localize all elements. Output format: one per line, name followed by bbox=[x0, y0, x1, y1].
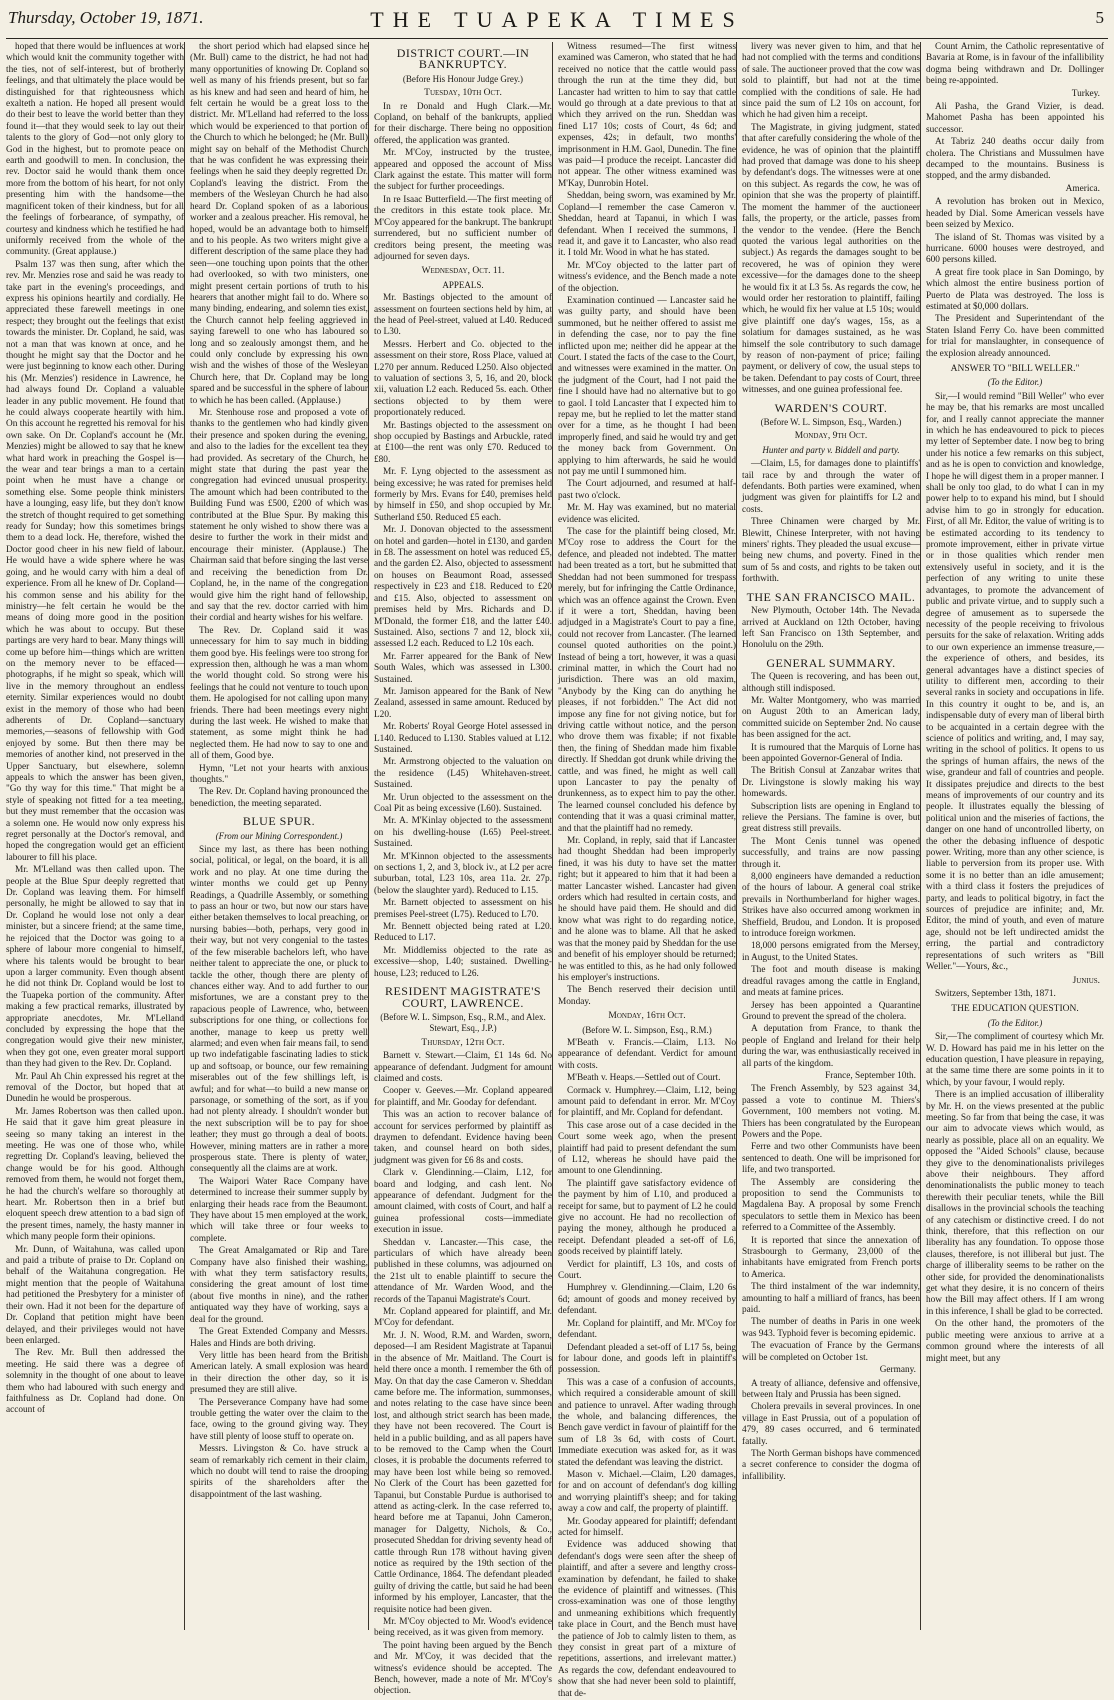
paragraph: Ali Pasha, the Grand Vizier, is dead. Mahomet Pasha has been appointed his successor. bbox=[926, 102, 1104, 135]
paragraph: The number of deaths in Paris in one week was 943. Typhoid fever is becoming epidemic. bbox=[742, 1317, 920, 1339]
paragraph: Witness resumed—The first witness examined was Cameron, who stated that he had received no notice that the cattle would pass through the run at the time they did, but Lancaster had written to him to say that cattle would go through at a date previous to that at which they arrived on the run. Sheddan was fined L17 10s; costs of Court, 4s 6d; and expenses, 42s; in default, two months' imprisonment in H.M. Gaol, Dunedin. The fine was paid—I produce the receipt. Lancaster did not appear. The other witness examined was M'Kay, Dunrobin Hotel. bbox=[558, 42, 736, 189]
court-bench-line: (Before W. L. Simpson, Esq., Warden.) bbox=[760, 417, 902, 427]
paragraph: New Plymouth, October 14th. The Nevada arrived at Auckland on 12th October, having left San Francisco on 13th September, and Honolulu on the 29th. bbox=[742, 606, 920, 651]
paragraph: Mr. F. Lyng objected to the assessment as being excessive; he was rated for premises held formerly by Mrs. Evans for £40, premises held by himself in £50, and shop occupied by Mr. Sutherland £50. Reduced £5 each. bbox=[374, 467, 552, 523]
paragraph: The President and Superintendant of the Staten Island Ferry Co. have been committed for trial for manslaughter, in consequence of the explosion already announced. bbox=[926, 314, 1104, 359]
paragraph: The French Assembly, by 523 against 34, passed a vote to continue M. Thiers's Government, 100 members not voting. M. Thiers has been congratulated by the European Powers and the Pope. bbox=[742, 1084, 920, 1140]
paragraph: M'Beath v. Heaps.—Settled out of Court. bbox=[567, 1073, 721, 1084]
paragraph: Sir,—I would remind "Bill Weller" who ever he may be, that his remarks are most uncalled for, and I really cannot appreciate the manner in which he has endeavoured to pick to pieces my letter of September date. I now beg to bring under his notice a few remarks on this subject, and as he is open to conviction and knowledge, I hope he will digest them in a proper manner. I shall be only too glad, to do what I can in my power help to to expand his mind, but I should advise him to go in strongly for education. First, of all Mr. Editor, the value of writing is to be estimated according to its tendency to promote improvement, either in private virtue or in those qualities which render men extensively useful in society, and it is the perfection of any writing to unite these advantages, to promote the advancement of public and private virtue, and to supply such a degree of amusement as to supersede the necessity of the people receiving to frivolous persuits for the sake of relaxation. Writing adds to our own experience an immense treasure,—the experience of others, and besides, its general advantages have a distinct species of utility to different men, according to their several ranks in society and occupations in life. In this country it ought to be, and is, an indispensable duty of every man of liberal birth to be acquainted in a certain degree with the science of politics and writing, and, I may say, writing in the school of politics. It opens to us the springs of human affairs, the news of the wise, grandeur and fall of countries and people. It dissipates prejudice and directs to the best means of improvements of our country and its people. It illustrates equally the blessing of political union and the miseries of factions, the danger on one hand of uncontrolled liberty, on the other the debasing influence of despotic power. Writing, more than any other science, is liable to perversion from its proper use. With some it is no better than an idle amusement; with a third class it fosters the prejudices of party, and leads to political bigotry, in fact the sources of prejudice are infinite; and, Mr. Editor, the mind of youth, and even of mature age, should not be left undirected amidst the erring, the partial and contradictory representations of such writers as "Bill Weller."—Yours, &c., bbox=[926, 391, 1104, 973]
paragraph: The Perseverance Company have had some trouble getting the water over the claim to the face, owing to the ground giving way. They have still plenty of loose stuff to operate on. bbox=[190, 1397, 368, 1442]
italic-byline: Hunter and party v. Biddell and party. bbox=[762, 444, 900, 455]
paragraph: Mr. Copland appeared for plaintiff, and Mr. M'Coy for defendant. bbox=[374, 1307, 552, 1329]
court-bench-line: APPEALS. bbox=[442, 279, 484, 290]
paragraph: In re Donald and Hugh Clark.—Mr. Copland, on behalf of the bankrupts, applied for their discharge. There being no opposition offered, the application was granted. bbox=[374, 101, 552, 146]
paragraph: —Claim, L5, for damages done to plaintiffs' tail race by and through the water of defendants. Both parties were examined, when judgment was given for plaintiffs for L2 and costs. bbox=[742, 459, 920, 515]
paragraph: Since my last, as there has been nothing social, political, or legal, on the board, it is all work and no play. At one time during the winter months we could get up Penny Readings, a Quadrille Assembly, or something to pass an hour or two, but now our stars have either betaken themselves to local preaching, or nursing babies—both, perhaps, very good in their way, but not very congenial to the tastes of the few miserable bachelors left, who have neither talent to appreciate the one, or pluck to tackle the other, though there are plenty of chances either way. And to add further to our misfortunes, we are a constant prey to the rapacious people of Lawrence, who, between subscriptions for one thing, or collections for another, manage to keep us pretty well alarmed; and even when fair means fail, to send up two indefatigable fascinating ladies to stick up and softsoap, or bounce, our few remaining miserables out of the few shillings left, is awful; and for what—to build a new manse or parsonage, or something of the sort, as if you had not plenty already. I shouldn't wonder but the next subscription will be to pay for shoe leather; they must go through a deal of boots. However, mining matters are in rather a more prosperous state. There is plenty of water, consequently all the claims are at work. bbox=[190, 845, 368, 1175]
paragraph: A great fire took place in San Domingo, by which almost the entire business portion of Puerto de Plata was destroyed. The loss is estimated at $0,000 dollars. bbox=[926, 267, 1104, 312]
italic-byline: (From our Mining Correspondent.) bbox=[215, 830, 343, 841]
section-heading: BLUE SPUR. bbox=[242, 814, 316, 829]
paragraph: The Assembly are considering the proposition to send the Communists to Magdalena Bay. A proposal by some French speculators to settle them in Mexico has been referred to a Committee of the Assembly. bbox=[742, 1177, 920, 1234]
paragraph: Mr. James Robertson was then called upon. He said that it gave him great pleasure in seeing so many taking an interest in the meeting. He was one of those who, while regretting Dr. Copland's leaving, believed the change would be for his good. Although removed from them, he would not forget them, he had the church's welfare so thoroughly at heart. Mr. Robertson then in a brief but eloquent speech drew attention to a bad sign of the present times, namely, the hasty manner in which many people form their opinions. bbox=[6, 1106, 184, 1243]
paragraph: The Mont Cenis tunnel was opened successfully, and trains are now passing through it. bbox=[742, 836, 920, 870]
paragraph: The Magistrate, in giving judgment, stated that after carefully considering the whole of the evidence, he was of opinion that the plaintiff had proved that damage was done to his sheep by defendant's dogs. The witnesses were at one on this subject. As regards the cow, he was of opinion that she was the property of plaintiff. The moment the hammer of the auctioneer falls, the property, or the article, passes from the vendor to the vendee. (Here the Bench quoted the various legal authorities on the subject.) As regards the damages sought to be recovered, he was of opinion they were excessive—for the damages done to the sheep he would fix it at L3 5s. As regards the cow, he would order her restoration to plaintiff, failing which, he would fix her value at L5 10s; would give plaintiff one day's wages, 15s, as a solatium for damages sustained, as he was himself the sole contributory to such damage by reason of non-payment of price; failing payment, or delivery of cow, the usual steps to be taken. Defendant to pay costs of Court, three witnesses, and one guinea professional fee. bbox=[742, 122, 920, 396]
paragraph: Mr. Gooday appeared for plaintiff; defendant acted for himself. bbox=[558, 1516, 736, 1538]
paragraph: Mr. Bennett objected being rated at L20. Reduced to L17. bbox=[374, 922, 552, 944]
paragraph: Messrs. Livingston & Co. have struck a seam of remarkably rich cement in their claim, which no doubt will tend to raise the drooping spirits of the shareholders after the disappointment of the last washing. bbox=[190, 1444, 368, 1500]
paragraph: Sir,—The compliment of courtesy which Mr. W. D. Howard has paid me in his letter on the education question, I have pleasure in repaying, at the same time there are some points in it to which, by your favour, I would reply. bbox=[926, 1032, 1104, 1088]
paragraph: Hymn, "Let not your hearts with anxious thoughts." bbox=[190, 763, 368, 785]
paragraph: A treaty of alliance, defensive and offensive, between Italy and Prussia has been signed. bbox=[742, 1378, 920, 1400]
paragraph: The Bench reserved their decision until Monday. bbox=[558, 985, 736, 1007]
paragraph: Mr. Copland, in reply, said that if Lancaster had thought Sheddan had been improperly fined, it was his duty to have set the matter right; but it appeared to him that it had been a matter Lancaster wished. Lancaster had given orders which had resulted in certain costs, and he should have paid them. He should and did know what was right to do regarding notice, and he alone was to blame. All that he asked was that the money paid by Sheddan for the use and benefit of his employer should be returned; he was entitled to this, as he had only followed his employer's instructions. bbox=[558, 836, 736, 983]
page-number: 5 bbox=[1095, 8, 1104, 27]
paragraph: Mr. M'Coy objected to the latter part of witness's evidence, and the Bench made a note of the objection. bbox=[558, 260, 736, 294]
italic-byline: (To the Editor.) bbox=[987, 1017, 1043, 1028]
newspaper-title: THE TUAPEKA TIMES bbox=[370, 7, 744, 32]
paragraph: The third instalment of the war indemnity, amounting to half a milliard of francs, has been paid. bbox=[742, 1282, 920, 1316]
paragraph: Mr. M'Coy objected to Mr. Wood's evidence being received, as it was given from memory. bbox=[374, 1617, 552, 1639]
masthead bbox=[6, 0, 1108, 39]
paragraph: Mr. M'Kinnon objected to the assessments on sections 1, 2, and 3, block iv., at L2 per acre suburban, total, L23 10s, area 11a. 2r. 27p. (below the slaughter yard). Reduced to L15. bbox=[374, 851, 552, 896]
column-area bbox=[6, 42, 1108, 1699]
paragraph: This was an action to recover balance of account for services performed by plaintiff as draymen to defendant. Evidence having been taken, and counsel heard on both sides, judgment was given for £6 8s and costs. bbox=[374, 1110, 552, 1166]
paragraph: The Rev. Mr. Bull then addressed the meeting. He said there was a degree of solemnity in the thought of one about to leave them who had laboured with such energy and faithfulness as Dr. Copland had done. On account of bbox=[6, 1348, 184, 1416]
paragraph: The plaintiff gave satisfactory evidence of the payment by him of L10, and produced a receipt for same, but to payment of L2 he could give no account. He had no recollection of paying the money, although he produced a receipt. Defendant pleaded a set-off of L6, goods received by plaintiff lately. bbox=[558, 1178, 736, 1258]
paragraph: Count Arnim, the Catholic representative of Bavaria at Rome, is in favour of the infallibility dogma being withdrawn and Dr. Dollinger being re-appointed. bbox=[926, 42, 1104, 87]
paragraph: On the other hand, the promoters of the public meeting were anxious to arrive at a common ground where the interests of all might meet, but any bbox=[926, 1319, 1104, 1364]
paragraph: Very little has been heard from the British American lately. A small explosion was heard in their direction the other day, so it is presumed they are still alive. bbox=[190, 1350, 368, 1396]
column-5 bbox=[742, 42, 921, 1630]
column-1 bbox=[6, 42, 185, 1630]
section-heading: GENERAL SUMMARY. bbox=[766, 655, 896, 670]
paragraph: Barnett v. Stewart.—Claim, £1 14s 6d. No appearance of defendant. Judgment for amount claimed and costs. bbox=[374, 1051, 552, 1084]
paragraph: Defendant pleaded a set-off of L17 5s, being for labour done, and goods left in plaintiff's possession. bbox=[558, 1342, 736, 1376]
italic-byline: (To the Editor.) bbox=[987, 377, 1043, 388]
paragraph: Mr. A. M'Kinlay objected to the assessment on his dwelling-house (L65) Peel-street. Sustained. bbox=[374, 816, 552, 850]
paragraph: The Waipori Water Race Company have determined to increase their summer supply by enlarging their heads race from the Beaumont. They have about 15 men employed at the work, which will take three or four weeks to complete. bbox=[190, 1176, 368, 1244]
paragraph: Mr. Roberts' Royal George Hotel assessed in L140. Reduced to L130. Stables valued at L12. Sustained. bbox=[374, 722, 552, 755]
paragraph: Mr. Urun objected to the assessment on the Coal Pit as being excessive (L60). Sustained. bbox=[374, 792, 552, 814]
paragraph: There is an implied accusation of illiberality by Mr. H. on the views presented at the public meeting. So far from that being the case, it was our aim to advocate views which would, as nearly as possible, place all on an equality. We opposed the "Aided Schools" clause, because they give to the denominationalists privileges above their neighbours. They afford denominationalists the public money to teach therewith their peculiar tenets, while the Bill disallows in the provincial schools the teaching of any catechism or distinctive creed. I do not think, therefore, that this reflection on our liberality has any foundation. To oppose those clauses, therefore, is not illiberal but just. The charge of illiberality seems to be rather on the other side, for provided the denominationalists get what they desire, it is no concern of theirs how the Bill may affect others. If I am wrong in this inference, I shall be glad to be corrected. bbox=[926, 1090, 1104, 1317]
paragraph: A deputation from France, to thank the people of England and Ireland for their help during the war, was enthusiastically received in all parts of the kingdom. bbox=[742, 1024, 920, 1069]
paragraph: Mr. J. Donovan objected to the assessment on hotel and garden—hotel in £130, and garden in £8. The assessment on hotel was reduced £5, and the garden £2. Also, objected to assessment on houses on Beaumont Road, assessed respectively in £23 and £18. Reduced to £20 and £15. Also, objected to assessment on premises held by Mrs. Richards and D. M'Donald, the former £18, and the latter £40. Sustained. Also, sections 7 and 12, block xii, assessed L2 each. Reduced to L2 10s each. bbox=[374, 525, 552, 650]
letter-heading: THE EDUCATION QUESTION. bbox=[951, 1004, 1079, 1015]
paragraph: The case for the plaintiff being closed, Mr. M'Coy rose to address the Court for the defence, and pleaded not indebted. The matter had been treated as a tort, but he submitted that Sheddan had not been summoned for trespass merely, but for infringing the Cattle Ordinance, which was an offence against the Crown. Even if it were a tort, Sheddan, having been adjudged in a Magistrate's Court to pay a fine, could not recover from Lancaster. (The learned counsel quoted authorities on the point.) Instead of being a tort, however, it was a quasi criminal matter, in which the Court had no jurisdiction. There was an old maxim, "Anybody by the King can do anything he pleases, if not forbidden." The Act did not impose any fine for not giving notice, but for driving cattle without notice, and the person who drove them was fixable; if not fixable then, the fining of Sheddan made him fixable directly. If Sheddan got drunk while driving the cattle, and was fined, he might as well call upon Lancaster to pay the penalty of drunkenness, as to expect him to pay the other. The learned counsel concluded his defence by contending that it was a quasi criminal matter, and that the plaintiff had no remedy. bbox=[558, 527, 736, 834]
paragraph: Three Chinamen were charged by Mr. Blewitt, Chinese Interpreter, with not having miners' rights. They pleaded the usual excuse—being new chums, and poverty. Fined in the sum of 5s and costs, and rights to be taken out forthwith. bbox=[742, 517, 920, 585]
dateline: Monday, 9th Oct. bbox=[794, 431, 868, 442]
paragraph: Mr. Bastings objected to the amount of assessment on fourteen sections held by him, at the head of Peel-street, valued at L40. Reduced to L30. bbox=[374, 293, 552, 338]
paragraph: Switzers, September 13th, 1871. bbox=[935, 988, 1056, 999]
paragraph: Mr. Barnett objected to assessment on his premises Peel-street (L75). Reduced to L70. bbox=[374, 898, 552, 920]
paragraph: 18,000 persons emigrated from the Mersey, in August, to the United States. bbox=[742, 941, 920, 963]
paragraph: The evacuation of France by the Germans will be completed on October 1st. bbox=[742, 1341, 920, 1363]
dateline-right: Turkey. bbox=[1071, 88, 1100, 99]
paragraph: Mr. Bastings objected to the assessment on shop occupied by Bastings and Arbuckle, rated at £100—the rent was only £70. Reduced to £80. bbox=[374, 420, 552, 465]
section-heading: THE SAN FRANCISCO MAIL. bbox=[746, 589, 916, 604]
paragraph: The British Consul at Zanzabar writes that Dr. Livingstone is slowly making his way homewards. bbox=[742, 766, 920, 800]
paragraph: Evidence was adduced showing that defendant's dogs were seen after the sheep of plaintiff, and after a severe and lengthy cross-examination by defendant, he failed to shake the evidence of plaintiff and witnesses. (This cross-examination was one of those lengthy and unmeaning exhibitions which frequently take place in Court, and the Bench must have the patience of Job to calmly listen to them, as they consist in great part of a mixture of repetitions, assertions, and irrelevant matter.) As regards the cow, defendant endeavoured to show that she had never been sold to plaintiff, that de- bbox=[558, 1540, 736, 1699]
paragraph: Mr. Farrer appeared for the Bank of New South Wales, which was assessed in L300. Sustained. bbox=[374, 651, 552, 685]
paragraph: This case arose out of a case decided in the Court some week ago, when the present plaintiff had paid to present defendant the sum of L12, whereas he should have paid the amount to one Glendinning. bbox=[558, 1120, 736, 1177]
paragraph: The Great Extended Company and Messrs. Hales and Hinds are both driving. bbox=[190, 1327, 368, 1349]
letter-heading: ANSWER TO "BILL WELLER." bbox=[950, 363, 1080, 374]
paragraph: Mr. Dunn, of Waitahuna, was called upon and paid a tribute of praise to Dr. Copland on behalf of the Waitahuna congregation. He might mention that the people of Waitahuna had petitioned the Presbytery for a minister of their own. Had it not been for the departure of Dr. Copland that petition might have been delayed, and their privileges would not have been enlarged. bbox=[6, 1244, 184, 1346]
section-heading: DISTRICT COURT.—IN BANKRUPTCY. bbox=[396, 46, 530, 72]
dateline: Wednesday, Oct. 11. bbox=[421, 266, 505, 277]
issue-date: Thursday, October 19, 1871. bbox=[8, 8, 204, 27]
dateline: Thursday, 12th Oct. bbox=[421, 1037, 505, 1048]
paragraph: Cormack v. Humphrey.—Claim, L12, being amount paid to defendant in error. Mr. M'Coy for plaintiff, and Mr. Copland for defendant. bbox=[558, 1085, 736, 1119]
paragraph: The island of St. Thomas was visited by a hurricane. 6000 houses were destroyed, and 600 persons killed. bbox=[926, 232, 1104, 266]
paragraph: The Great Amalgamated or Rip and Tare Company have also finished their washing, with what they term satisfactory results, considering the great amount of lost time (about five months in nine), and the rather antiquated way they have of working, says a deal for the ground. bbox=[190, 1246, 368, 1325]
column-3 bbox=[374, 42, 553, 1697]
paragraph: It is rumoured that the Marquis of Lorne has been appointed Governor-General of India. bbox=[742, 742, 920, 764]
paragraph: M'Beath v. Francis.—Claim, L13. No appearance of defendant. Verdict for amount with costs. bbox=[558, 1037, 736, 1071]
paragraph: Clark v. Glendinning.—Claim, L12, for board and lodging, and cash lent. No appearance of defendant. Judgment for the amount claimed, with costs of Court, and half a guinea professional costs—immediate execution in issue. bbox=[374, 1168, 552, 1236]
court-bench-line: (Before His Honour Judge Grey.) bbox=[402, 73, 524, 84]
paragraph: In re Isaac Butterfield.—The first meeting of the creditors in this estate took place. Mr. M'Coy appeared for the bankrupt. The bankrupt surrendered, but no sufficient number of creditors being present, the meeting was adjourned for seven days. bbox=[374, 194, 552, 262]
paragraph: Mr. Copland for plaintiff, and Mr. M'Coy for defendant. bbox=[558, 1318, 736, 1341]
paragraph: Subscription lists are opening in England to relieve the Persians. The famine is over, but great distress still prevails. bbox=[742, 801, 920, 835]
paragraph: Sheddan, being sworn, was examined by Mr. Copland—I remember the case Cameron v. Sheddan, heard at Tapanui, in which I was defendant. When I received the summons, I read it, and gave it to Lancaster, who also read it. I told Mr. Wood in what he has stated. bbox=[558, 191, 736, 259]
dateline-right: France, September 10th. bbox=[825, 1070, 916, 1081]
paragraph: the short period which had elapsed since he (Mr. Bull) came to the district, he had not had many opportunities of knowing Dr. Copland so well as many of his friends present, but so far as his knew and had seen and heard of him, he felt certain he would be a great loss to the district. Mr. M'Lelland had referred to the loss which would be experienced to that portion of the Church to which he belonged; he (Mr. Bull) might say on behalf of the Methodist Church that he was confident he was expressing their feelings when he said they deeply regretted Dr. Copland's leaving the district. From the members of the Wesleyan Church he had also heard Dr. Copland spoken of as a laborious worker and a zealous preacher. His removal, he hoped, would be an advantage both to himself and to his people. As two writers might give a different description of the same place they had seen—one touching upon points that the other had overlooked, so with two ministers, one might present certain portions of truth to his hearers that another might fail to do. Where so many binding, endearing, and solemn ties exist, the Church cannot help feeling aggrieved in saying farewell to one who has laboured so long and so zealously amongst them, and he could only conclude by expressing his own wish and the wishes of those of the Wesleyan Church here, that Dr. Copland may be long spared and be successful in the sphere of labour to which he has been called. (Applause.) bbox=[190, 42, 368, 406]
paragraph: The Queen is recovering, and has been out, although still indisposed. bbox=[742, 672, 920, 694]
signature: Junius. bbox=[1072, 975, 1100, 986]
dateline: Tuesday, 10th Oct. bbox=[424, 88, 502, 99]
paragraph: Mr. M. Hay was examined, but no material evidence was elicited. bbox=[558, 503, 736, 525]
paragraph: Messrs. Herbert and Co. objected to the assessment on their store, Ross Place, valued at L270 per annum. Reduced L250. Also objected to valuation of sections 3, 5, 16, and 20, block xii, valuation L2 each. Reduced 5s. each. Other sections objected to by them were proportionately reduced. bbox=[374, 339, 552, 419]
paragraph: Mason v. Michael.—Claim, L20 damages, for and on account of defendant's dog killing and worrying plaintiff's sheep; and for taking away a cow and calf, the property of plaintiff. bbox=[558, 1469, 736, 1515]
paragraph: It is reported that since the annexation of Strasbourgh to Germany, 23,000 of the inhabitants have emigrated from French ports to America. bbox=[742, 1235, 920, 1280]
paragraph: Psalm 137 was then sung, after which the rev. Mr. Menzies rose and said he was ready to take part in the evening's proceedings, and express his opinions heartily and cordially. He appreciated these farewell meetings in one respect; they brought out the feelings that exist towards the minister. Dr. Copland, he said, was not a man that was known at once, and he thought he might say that the Doctor and he were just beginning to know each other. During his (Mr. Menzies') residence in Lawrence, he had always found Dr. Copland a valuable leader in any public movement. He found that he could always cooperate heartily with him. On this account he regretted his removal for his own sake. On Dr. Copland's account he (Mr. Menzies) might be allowed to say that he knew what hard work in preaching the Gospel is—the wear and tear brings a man to a certain point when he must have a change or something else. Some people think ministers have a lounging, easy life, but they don't know the stretch of thought required to get something ready for Sunday; how this sometimes brings them to a dead lock. He, therefore, wished the Doctor good cheer in his new field of labour. He would have a wide sphere where he was going, and he would carry with him a deal of experience. From all he knew of Dr. Copland—his common sense and his ability for the ministry—he felt certain he would be the means of doing more good in the position which he was about to occupy. But these partings are very hard to bear. Many things will come up before him—things which are written on the memory never to be effaced—photographs, if he might so speak, which will live in the memory throughout an endless eternity. Similar experiences would no doubt exist in the memory of those who had been adherents of Dr. Copland—sanctuary memories,—seasons of fellowship with God enjoyed by some. But then there may be memories of another kind, not preserved in the Upper Sanctuary, but elsewhere, solemn appeals to which the answer has been given, "Go thy way for this time." That might be a style of speaking not fitted for a tea meeting, but they must remember that the occasion was a solemn one. He would now only express his regret personally at the Doctor's removal, and hoped the congregation would get an efficient labourer to fill his place. bbox=[6, 259, 184, 863]
paragraph: Mr. Walter Montgomery, who was married on August 20th to an American lady, committed suicide on September 2nd. No cause has been assigned for the act. bbox=[742, 695, 920, 741]
paragraph: A revolution has broken out in Mexico, headed by Dial. Some American vessels have been seized by Mexico. bbox=[926, 197, 1104, 231]
paragraph: 8,000 engineers have demanded a reduction of the hours of labour. A general coal strike prevails in Northumberland for higher wages. Strikes have also occurred among workmen in Sheffield, Brudou, and London. It is proposed to introduce foreign workmen. bbox=[742, 872, 920, 940]
paragraph: Sheddan v. Lancaster.—This case, the particulars of which have already been published in these columns, was adjourned on the 21st ult to enable plaintiff to secure the attendance of Mr. Warden Wood, and the records of the Tapanui Magistrate's Court. bbox=[374, 1237, 552, 1305]
paragraph: The Court adjourned, and resumed at half-past two o'clock. bbox=[558, 479, 736, 501]
paragraph: Mr. Armstrong objected to the valuation on the residence (L45) Whitehaven-street. Sustained. bbox=[374, 757, 552, 791]
paragraph: Mr. Middlemiss objected to the rate as excessive—shop, L40; sustained. Dwelling-house, L23; reduced to L26. bbox=[374, 945, 552, 979]
paragraph: Cooper v. Geeves.—Mr. Copland appeared for plaintiff, and Mr. Gooday for defendant. bbox=[374, 1086, 552, 1108]
paragraph: Mr. Paul Ah Chin expressed his regret at the removal of the Doctor, but hoped that at Dunedin he would be prosperous. bbox=[6, 1071, 184, 1105]
paragraph: Mr. J. N. Wood, R.M. and Warden, sworn, deposed—I am Resident Magistrate at Tapanui in the absence of Mr. Maitland. The Court is held there once a month. I remember the 6th of May. On that day the case Cameron v. Sheddan came before me. The information, summonses, and notes relating to the case have since been lost, and although strict search has been made, they have not been recovered. The Court is held in a public building, and as all papers have to be removed to the Camp when the Court closes, it is probable the documents referred to may have been lost while being so removed. No Clerk of the Court has been gazetted for Tapanui, but Constable Purdue is authorised to attend as acting-clerk. In the case referred to, heard before me at Tapanui, John Cameron, manager for Dalgetty, Nichols, & Co., prosecuted Sheddan for driving seventy head of cattle through Run 178 without having given notice as required by the 19th section of the Cattle Ordinance, 1864. The defendant pleaded guilty of driving the cattle, but said he had been informed by his employer, Lancaster, that the requisite notice had been given. bbox=[374, 1330, 552, 1615]
paragraph: Mr. Stenhouse rose and proposed a vote of thanks to the gentlemen who had kindly given their presence and spoken during the evening, and also to the ladies for the excellent tea they had provided. As secretary of the Church, he might state that during the past year the congregation had evinced unusual prosperity. The amount which had been contributed to the Building Fund was £500, £200 of which was contributed at the Blue Spur. By making this statement he only wished to show there was a desire to further the work in their midst and encourage their minister. (Applause.) The Chairman said that before singing the last verse and receiving the benediction from Dr. Copland, he, in the name of the congregation would give him the right hand of fellowship, and say that the rev. doctor carried with him their cordial and hearty wishes for his welfare. bbox=[190, 408, 368, 624]
paragraph: Humphrey v. Glendinning.—Claim, L20 6s 6d; amount of goods and money received by defendant. bbox=[558, 1283, 736, 1317]
paragraph: Ferre and two other Communists have been sentenced to death. One will be imprisoned for life, and two transported. bbox=[742, 1142, 920, 1176]
dateline: Monday, 16th Oct. bbox=[608, 1011, 686, 1022]
dateline-right: America. bbox=[1065, 183, 1100, 194]
dateline-right: Germany. bbox=[879, 1365, 916, 1376]
column-6 bbox=[926, 42, 1104, 1630]
paragraph: This was a case of a confusion of accounts, which required a considerable amount of skill and patience to unravel. After wading through the whole, and balancing differences, the Bench gave verdict in favour of plaintiff for the sum of L8 3s 6d, with costs of Court. Immediate execution was asked for, as it was stated the defendant was leaving the district. bbox=[558, 1377, 736, 1468]
paragraph: The point having been argued by the Bench and Mr. M'Coy, it was decided that the witness's evidence should be accepted. The Bench, however, made a note of Mr. M'Coy's objection. bbox=[374, 1640, 552, 1697]
paragraph: Mr. Jamison appeared for the Bank of New Zealand, assessed in same amount. Reduced by L20. bbox=[374, 686, 552, 720]
column-4 bbox=[558, 42, 737, 1699]
paragraph: At Tabriz 240 deaths occur daily from cholera. The Christians and Mussulmen have decamped to the mountains. Business is stopped, and the army disbanded. bbox=[926, 137, 1104, 182]
paragraph: The Rev. Dr. Copland said it was unnecessary for him to say much in bidding them good bye. His feelings were too strong for expression then, although he was a man whom the world thought cold. So strong were his feelings that he could not venture to touch upon them. He apologised for not calling upon many friends. There had been meetings every night during the last week. He wished to make that statement, as some might think he had neglected them. He had now to say to one and all of them, Good bye. bbox=[190, 625, 368, 762]
column-2 bbox=[190, 42, 369, 1630]
paragraph: Verdict for plaintiff, L3 10s, and costs of Court. bbox=[558, 1259, 736, 1282]
court-bench-line: (Before W. L. Simpson, Esq., R.M.) bbox=[582, 1024, 712, 1035]
paragraph: Mr. M'Lelland was then called upon. The people at the Blue Spur deeply regretted that Dr. Copland was leaving them. For himself personally, he might be allowed to say that in Dr. Copland he would lose not only a dear minister, but a sincere friend; at the same time, he rejoiced that the Doctor was going to a sphere of labour more congenial to himself, where his talents would be brought to bear upon a larger community. Even though absent he did not think Dr. Copland would be lost to the Tuapeka portion of the community. After making a few practical remarks, illustrated by appropriate anecdotes, Mr. M'Lelland concluded by expressing the hope that the congregation would give their new minister, when they got one, even greater moral support than they had given to the Rev. Dr. Copland. bbox=[6, 865, 184, 1070]
section-heading: RESIDENT MAGISTRATE'S COURT, LAWRENCE. bbox=[384, 984, 542, 1010]
paragraph: hoped that there would be influences at work which would knit the community together with the ties, not of self-interest, but of brotherly feelings, and that ultimately the place would be distinguished for that righteousness which exalteth a nation. He hoped all present would do their best to leave the world better than they found it—that they would seek to lay out their talents to the glory of God—not only glory to God in the highest, but to promote peace on earth and goodwill to men. In conclusion, the rev. Doctor said he would thank them once more from the bottom of his heart, for not only presenting him with the handsome—the magnificent token of their kindness, but for all the feelings of forbearance, of sympathy, of courtesy and kindness which he testified he had uniformly received from the whole of the community. (Great applause.) bbox=[6, 42, 184, 258]
paragraph: Examination continued — Lancaster said he was guilty party, and should have been summoned, but he neither offered to assist me in defending the case, nor to pay the fine inflicted upon me; neither did he appear at the Court. I stated the facts of the case to the Court, and witnesses were examined in the matter. On the judgment of the Court, had I not paid the fine I should have had no alternative but to go to gaol. I told Lancaster that I expected him to repay me, but he replied to let the matter stand over for a time, as he thought I had been improperly fined, and said he would try and get the money back from Government. On applying to him afterwards, he said he would not pay me until I summoned him. bbox=[558, 295, 736, 478]
paragraph: The North German bishops have commenced a secret conference to consider the dogma of infallibility. bbox=[742, 1448, 920, 1482]
paragraph: Cholera prevails in several provinces. In one village in East Prussia, out of a population of 479, 89 cases occurred, and 6 terminated fatally. bbox=[742, 1402, 920, 1447]
paragraph: The Rev. Dr. Copland having pronounced the benediction, the meeting separated. bbox=[190, 787, 368, 809]
paragraph: livery was never given to him, and that he had not complied with the terms and conditions of sale. The auctioneer proved that the cow was sold to plaintiff, but had not at the time complied with the conditions of sale. He had since paid the sum of L2 10s on account, for which he had given him a receipt. bbox=[742, 42, 920, 121]
paragraph: The foot and mouth disease is making dreadful ravages among the cattle in England, and meats at famine prices. bbox=[742, 965, 920, 999]
paragraph: Jersey has been appointed a Quarantine Ground to prevent the spread of the cholera. bbox=[742, 1000, 920, 1022]
section-heading: WARDEN'S COURT. bbox=[774, 400, 888, 415]
paragraph: Mr. M'Coy, instructed by the trustee, appeared and opposed the account of Miss Clark against the estate. This matter will form the subject for further proceedings. bbox=[374, 148, 552, 193]
court-bench-line: (Before W. L. Simpson, Esq., R.M., and Alex. Stewart, Esq., J.P.) bbox=[380, 1011, 546, 1034]
